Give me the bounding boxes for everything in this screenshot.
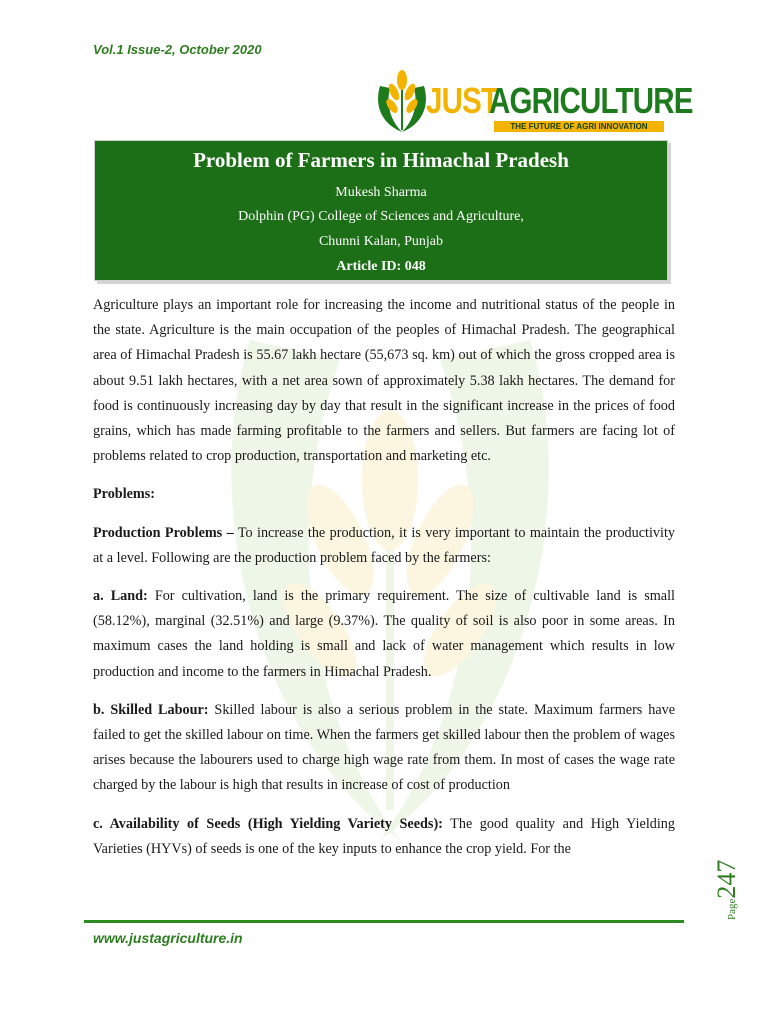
land-text: For cultivation, land is the primary requirement. The size of cultivable land is small (58.12%), marginal (32.51%) and large (9.37%). The quality of soil is also poor in some areas. In maximum cases the land holding is small and lack of water management which results in low production and income to the farmers in Himachal Pradesh. [93,588,675,680]
seeds-text: The good quality and High Yielding Varieties (HYVs) of seeds is one of the key inputs to enhance the crop yield. For the [93,815,675,857]
page-number-value: 247 [712,859,741,899]
problems-paragraph [93,482,675,507]
logo-text-agriculture: AGRICULTURE [489,80,693,121]
production-heading: Production Problems – [93,524,234,541]
labour-paragraph [93,698,675,799]
seeds-heading: c. Availability of Seeds (High Yielding Variety Seeds): [93,815,443,832]
journal-logo [374,66,693,136]
production-paragraph [93,521,675,571]
logo-text-just: JUST [426,80,499,121]
wheat-icon [374,66,430,136]
land-paragraph [93,584,675,685]
labour-text: Skilled labour is also a serious problem in the state. Maximum farmers have failed to get the skilled labour on time. When the farmers get skilled labour then the problem of wages arises because the labourers used to charge high wage rate from them. In most of cases the wage rate charged by the labour is high that results in increase of cost of production [93,701,676,794]
article-title-box [94,140,668,281]
article-id: Article ID: 048 [336,259,426,274]
footer-divider [84,920,684,923]
article-title: Problem of Farmers in Himachal Pradesh [193,148,569,172]
page-label: Page [726,898,738,920]
production-text: To increase the production, it is very important to maintain the productivity at a level. Following are the production problem faced by the farmers: [93,524,675,566]
issue-info: Vol.1 Issue-2, October 2020 [93,42,262,57]
article-body [93,293,675,875]
page-number [712,860,742,920]
intro-paragraph: Agriculture plays an important role for increasing the income and nutritional status of the people in the state. Agriculture is the main occupation of the peoples of Himachal Pradesh. The geographical area of Himachal Pradesh is 55.67 lakh hectare (55,673 sq. km) out of which the gross cropped area is about 9.51 lakh hectares, with a net area sown of approximately 5.38 lakh hectares. The demand for food is continuously increasing day by day that result in the significant increase in the prices of food grains, which has made farming profitable to the farmers and sellers. But farmers are facing lot of problems related to crop production, transportation and marketing etc. [93,297,675,465]
seeds-paragraph [93,812,675,862]
problems-heading: Problems: [93,486,155,503]
article-affiliation-1: Dolphin (PG) College of Sciences and Agriculture, [238,209,524,224]
footer-website-link[interactable]: www.justagriculture.in [93,930,243,946]
article-author: Mukesh Sharma [335,185,427,200]
land-heading: a. Land: [93,588,148,605]
logo-tagline: THE FUTURE OF AGRI INNOVATION [494,121,664,132]
labour-heading: b. Skilled Labour: [93,701,209,718]
article-affiliation-2: Chunni Kalan, Punjab [318,234,444,249]
